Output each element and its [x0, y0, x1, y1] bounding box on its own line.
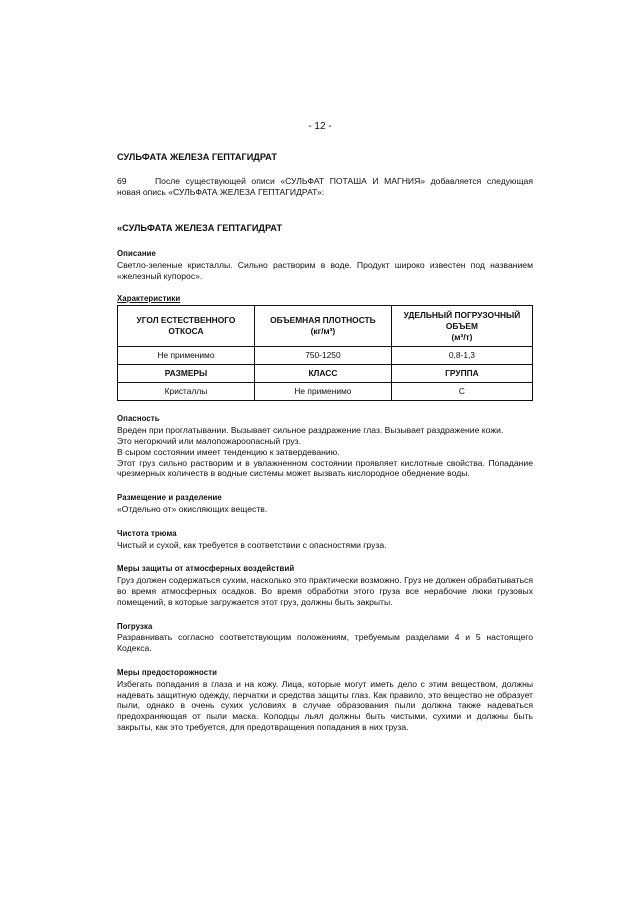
section-title: Характеристики — [117, 293, 181, 303]
table-cell: C — [391, 383, 532, 401]
main-title: СУЛЬФАТА ЖЕЛЕЗА ГЕПТАГИДРАТ — [117, 152, 277, 162]
section-text: Груз должен содержаться сухим, насколько это практически возможно. Груз не должен обрабатываться во время атмосферных осадков. Во время обработки этого груза все нерабочие люки грузовых помещений, в которые загружается этот груз, должны быть закрыты. — [117, 575, 533, 607]
section-title: Опасность — [117, 414, 160, 424]
paragraph-69 — [117, 176, 533, 198]
table-cell: 0,8-1,3 — [391, 347, 532, 365]
section-stowage — [117, 493, 533, 515]
section-loading — [117, 622, 533, 654]
table-row — [118, 306, 533, 347]
table-cell: Не применимо — [118, 347, 255, 365]
section-weather — [117, 564, 533, 607]
section-text: Избегать попадания в глаза и на кожу. Лица, которые могут иметь дело с этим веществом, должны надевать защитную одежду, перчатки и средства защиты глаз. Как правило, это вещество не образует пыли, однако в очень сухих условиях в случае образования пыли должна также надеваться предохраняющая от пыли маска. Колодцы льял должны быть чистыми, сухими и должны быть закрыты, как это требуется, для предотвращения попадания в них груза. — [117, 678, 533, 732]
sub-title: «СУЛЬФАТА ЖЕЛЕЗА ГЕПТАГИДРАТ — [117, 223, 283, 234]
section-precautions — [117, 668, 533, 733]
section-characteristics — [117, 294, 533, 402]
section-text: Светло-зеленые кристаллы. Сильно растворим в воде. Продукт широко известен под названием «железный купорос». — [117, 259, 533, 281]
section-title: Меры защиты от атмосферных воздействий — [117, 564, 295, 574]
table-cell: 750-1250 — [254, 347, 391, 365]
section-text: Этот груз сильно растворим и в увлажненном состоянии проявляет кислотные свойства. Попадание чрезмерных количеств в водные системы может вызвать кислородное обеднение воды. — [117, 457, 533, 479]
table-row — [118, 347, 533, 365]
section-title: Размещение и разделение — [117, 493, 222, 503]
table-row — [118, 383, 533, 401]
section-hold-cleanliness — [117, 529, 533, 551]
table-cell: Кристаллы — [118, 383, 255, 401]
section-title: Чистота трюма — [117, 528, 177, 538]
table-cell: КЛАСС — [254, 365, 391, 383]
section-text: «Отдельно от» окисляющих веществ. — [117, 503, 268, 514]
section-title: Меры предосторожности — [117, 667, 218, 677]
page-number: - 12 - — [308, 121, 332, 132]
paragraph-number: 69 — [117, 175, 127, 186]
section-text: Вреден при проглатывании. Вызывает сильное раздражение глаз. Вызывает раздражение кожи. — [117, 425, 504, 436]
table-row — [118, 365, 533, 383]
table-cell: ГРУППА — [391, 365, 532, 383]
section-text: Это негорючий или малопожароопасный груз. — [117, 435, 302, 446]
section-text: В сыром состоянии имеет тенденцию к затвердеванию. — [117, 446, 340, 457]
section-description — [117, 249, 533, 281]
paragraph-text: После существующей описи «СУЛЬФАТ ПОТАША И МАГНИЯ» добавляется следующая новая опись «СУЛЬФАТА ЖЕЛЕЗА ГЕПТАГИДРАТ»: — [117, 175, 533, 197]
section-text: Разравнивать согласно соответствующим положениям, требуемым разделами 4 и 5 настоящего Кодекса. — [117, 632, 533, 654]
content — [117, 152, 533, 733]
section-text: Чистый и сухой, как требуется в соответствии с опасностями груза. — [117, 539, 387, 550]
section-hazard — [117, 414, 533, 479]
table-cell: РАЗМЕРЫ — [118, 365, 255, 383]
section-title: Описание — [117, 249, 156, 259]
table-cell: ОБЪЕМНАЯ ПЛОТНОСТЬ (кг/м³) — [254, 306, 391, 347]
table-cell: УГОЛ ЕСТЕСТВЕННОГО ОТКОСА — [118, 306, 255, 347]
table-cell: УДЕЛЬНЫЙ ПОГРУЗОЧНЫЙ ОБЪЕМ (м³/т) — [391, 306, 532, 347]
characteristics-table — [117, 305, 533, 401]
section-title: Погрузка — [117, 621, 153, 631]
table-cell: Не применимо — [254, 383, 391, 401]
